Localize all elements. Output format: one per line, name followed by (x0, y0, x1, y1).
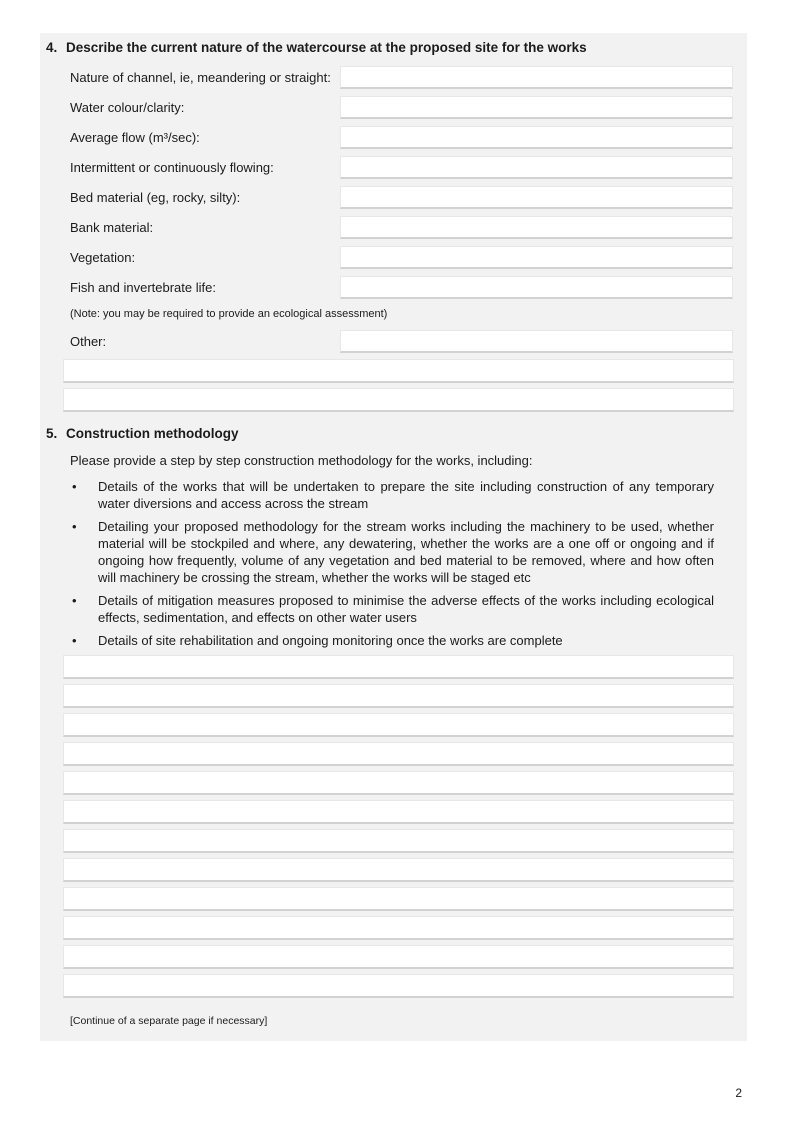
bank-material-label: Bank material: (70, 219, 154, 235)
water-colour-label: Water colour/clarity: (70, 99, 185, 115)
intermittent-flowing-label: Intermittent or continuously flowing: (70, 159, 274, 175)
methodology-line-input[interactable] (63, 887, 734, 911)
section-construction-methodology (40, 426, 747, 1041)
section5-number: 5. (46, 426, 58, 441)
other-input[interactable] (340, 330, 733, 353)
field-row-bank-material (40, 212, 747, 242)
methodology-line-input[interactable] (63, 916, 734, 940)
average-flow-input[interactable] (340, 126, 733, 149)
fish-invertebrate-label: Fish and invertebrate life: (70, 279, 216, 295)
methodology-line-input[interactable] (63, 655, 734, 679)
field-row-nature-of-channel (40, 62, 747, 92)
list-item (40, 632, 747, 649)
field-row-fish-invertebrate (40, 272, 747, 302)
intermittent-flowing-input[interactable] (340, 156, 733, 179)
watercourse-extra-line-input[interactable] (63, 388, 734, 412)
bullet-text-site-rehabilitation: Details of site rehabilitation and ongoing monitoring once the works are complete (98, 633, 563, 648)
bank-material-input[interactable] (340, 216, 733, 239)
section4-number: 4. (46, 40, 58, 55)
bed-material-input[interactable] (340, 186, 733, 209)
methodology-line-input[interactable] (63, 800, 734, 824)
ecological-assessment-note: (Note: you may be required to provide an ecological assessment) (70, 308, 388, 320)
nature-of-channel-label: Nature of channel, ie, meandering or straight: (70, 69, 331, 85)
section5-heading (40, 426, 747, 442)
methodology-line-input[interactable] (63, 713, 734, 737)
field-row-bed-material (40, 182, 747, 212)
bullet-icon: • (72, 519, 77, 534)
methodology-line-input[interactable] (63, 945, 734, 969)
methodology-line-input[interactable] (63, 771, 734, 795)
methodology-line-input[interactable] (63, 742, 734, 766)
field-row-intermittent-flowing (40, 152, 747, 182)
form-content-block (40, 33, 747, 1041)
list-item (40, 478, 747, 512)
bullet-text-mitigation-measures: Details of mitigation measures proposed to minimise the adverse effects of the works including ecological effects, sedimentation, and effects on other water users (98, 593, 714, 625)
nature-of-channel-input[interactable] (340, 66, 733, 89)
other-label: Other: (70, 333, 107, 349)
bullet-icon: • (72, 633, 77, 648)
field-row-vegetation (40, 242, 747, 272)
section4-fields (40, 62, 747, 302)
methodology-intro: Please provide a step by step construction methodology for the works, including: (70, 453, 533, 468)
section5-title: Construction methodology (66, 426, 239, 441)
water-colour-input[interactable] (340, 96, 733, 119)
watercourse-extra-line-input[interactable] (63, 359, 734, 383)
fish-invertebrate-input[interactable] (340, 276, 733, 299)
bullet-text-proposed-methodology: Detailing your proposed methodology for the stream works including the machinery to be used, whether material will be stockpiled and where, any dewatering, whether the works are a one off or ongoing and if ongoing how frequently, volume of any vegetation and bed material to be removed, where and how often will machinery be crossing the stream, whether the works will be staged etc (98, 519, 714, 585)
list-item (40, 592, 747, 626)
list-item (40, 518, 747, 586)
bed-material-label: Bed material (eg, rocky, silty): (70, 189, 241, 205)
average-flow-label: Average flow (m³/sec): (70, 129, 200, 145)
methodology-line-input[interactable] (63, 829, 734, 853)
methodology-line-input[interactable] (63, 684, 734, 708)
continue-note: [Continue of a separate page if necessary] (70, 1015, 268, 1027)
section-watercourse-nature (40, 40, 747, 412)
field-row-average-flow (40, 122, 747, 152)
section4-extra-lines (40, 359, 747, 412)
vegetation-input[interactable] (340, 246, 733, 269)
methodology-bullet-list (40, 478, 747, 649)
bullet-icon: • (72, 479, 77, 494)
field-row-water-colour (40, 92, 747, 122)
methodology-line-input[interactable] (63, 858, 734, 882)
page-number: 2 (735, 1086, 742, 1100)
field-row-other (40, 326, 747, 356)
section4-title: Describe the current nature of the watercourse at the proposed site for the works (66, 40, 587, 55)
methodology-answer-lines (40, 655, 747, 998)
section4-heading (40, 40, 747, 56)
methodology-line-input[interactable] (63, 974, 734, 998)
bullet-icon: • (72, 593, 77, 608)
bullet-text-site-preparation: Details of the works that will be undertaken to prepare the site including construction of any temporary water diversions and access across the stream (98, 479, 714, 511)
vegetation-label: Vegetation: (70, 249, 136, 265)
